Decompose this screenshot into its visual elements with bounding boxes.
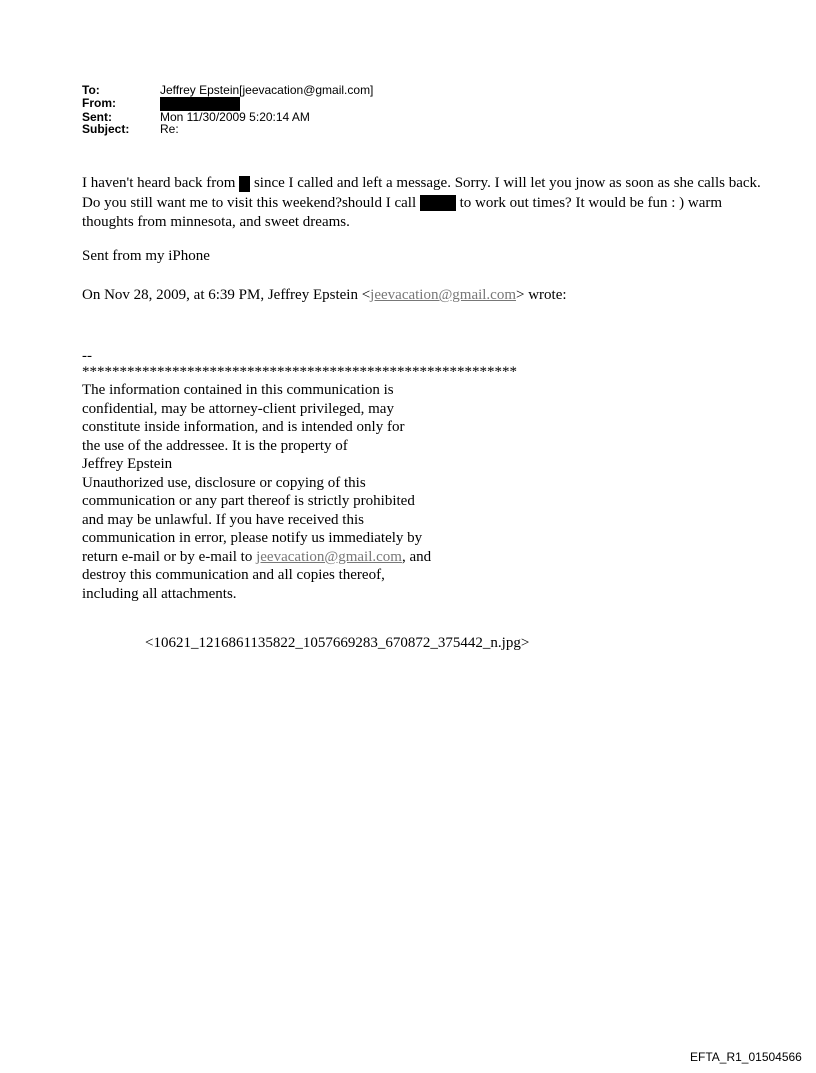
email-link[interactable]: jeevacation@gmail.com (370, 287, 517, 303)
disclaimer-text: return e-mail or by e-mail to (82, 548, 257, 565)
disclaimer-line: Unauthorized use, disclosure or copying of this (82, 474, 366, 491)
disclaimer-line: The information contained in this communication is (82, 382, 394, 398)
disclaimer-line: constitute inside information, and is intended only for (82, 419, 405, 435)
email-header (82, 84, 373, 136)
sent-value: Mon 11/30/2009 5:20:14 AM (160, 109, 310, 124)
to-value: Jeffrey Epstein[jeevacation@gmail.com] (160, 83, 374, 97)
dashes: -- (82, 348, 92, 364)
disclaimer-line: communication or any part thereof is strictly prohibited (82, 493, 415, 509)
body-text: since I called and left a message. Sorry. I will let you jnow as soon as she calls back. Do you still want me to visit this weekend?should I call (82, 175, 761, 211)
disclaimer-text: , and (401, 548, 432, 565)
email-link[interactable]: jeevacation@gmail.com (256, 548, 402, 565)
document-id: EFTA_R1_01504566 (690, 1050, 802, 1064)
attachment-name: <10621_1216861135822_1057669283_670872_375442_n.jpg> (145, 635, 530, 651)
to-label: To: (82, 83, 100, 97)
signature: Sent from my iPhone (82, 248, 210, 264)
disclaimer-line: Jeffrey Epstein (82, 456, 173, 472)
disclaimer-line: confidential, may be attorney-client privileged, may (82, 400, 394, 417)
disclaimer-line: communication in error, please notify us immediately by (82, 530, 423, 546)
subject-value: Re: (160, 122, 179, 137)
stars-line: ********************************************************** (82, 364, 517, 380)
disclaimer-line: destroy this communication and all copies thereof, (82, 567, 385, 583)
from-label: From: (82, 95, 116, 110)
message-body (82, 174, 762, 233)
disclaimer-line: including all attachments. (82, 585, 237, 602)
quote-line (82, 286, 567, 306)
disclaimer-line (82, 548, 431, 567)
disclaimer (82, 381, 431, 603)
subject-label: Subject: (82, 122, 130, 137)
redaction-box (160, 97, 240, 111)
sent-label: Sent: (82, 109, 112, 124)
body-text: I haven't heard back from (82, 175, 240, 191)
disclaimer-line: and may be unlawful. If you have received this (82, 511, 364, 528)
quote-text: On Nov 28, 2009, at 6:39 PM, Jeffrey Epstein < (82, 287, 371, 303)
body-text: to work out times? It would be fun : ) warm thoughts from minnesota, and sweet dreams. (82, 194, 723, 230)
disclaimer-line: the use of the addressee. It is the property of (82, 437, 348, 454)
redaction-box (239, 176, 250, 192)
separator (82, 348, 517, 380)
quote-text: > wrote: (516, 287, 567, 303)
redaction-box (420, 195, 456, 211)
